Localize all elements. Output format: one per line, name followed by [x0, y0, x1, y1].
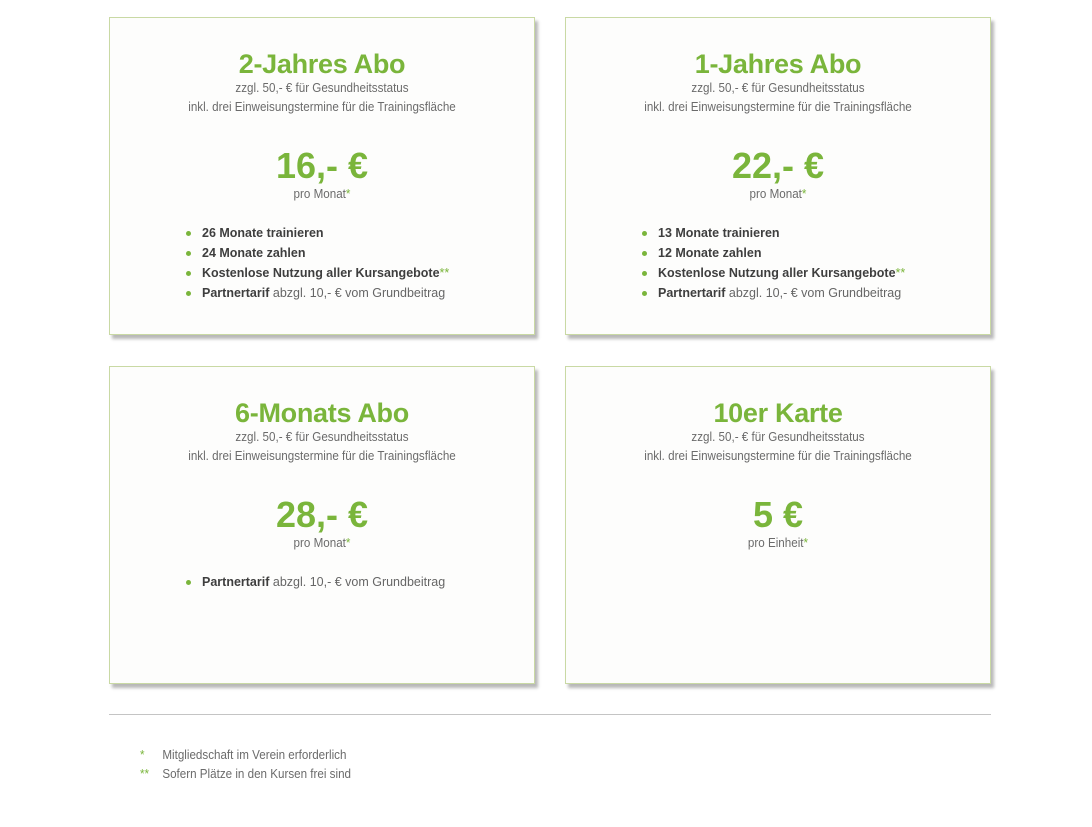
- feature-item: Kostenlose Nutzung aller Kursangebote**: [186, 263, 449, 283]
- bullet-icon: [642, 251, 647, 256]
- pricing-card-6-monats-abo: [109, 366, 535, 684]
- bullet-icon: [186, 291, 191, 296]
- card-title: 2-Jahres Abo: [238, 49, 406, 79]
- footnote-marker: *: [345, 187, 351, 201]
- card-subtitle-intro: inkl. drei Einweisungstermine für die Trainingsfläche: [644, 449, 912, 463]
- card-price: 22,- €: [731, 145, 825, 186]
- footnote-marker: *: [345, 536, 351, 550]
- footnote-marker: *: [140, 748, 145, 762]
- bullet-icon: [642, 291, 647, 296]
- bullet-icon: [642, 231, 647, 236]
- bullet-icon: [186, 580, 191, 585]
- card-price: 16,- €: [275, 145, 369, 186]
- pricing-card-2-jahres-abo: [109, 17, 535, 335]
- card-price-unit: pro Einheit*: [747, 536, 809, 550]
- feature-item: Partnertarif abzgl. 10,- € vom Grundbeitrag: [186, 283, 449, 303]
- bullet-icon: [186, 251, 191, 256]
- card-subtitle-fee: zzgl. 50,- € für Gesundheitsstatus: [691, 430, 865, 444]
- card-subtitle-intro: inkl. drei Einweisungstermine für die Trainingsfläche: [644, 100, 912, 114]
- feature-item: 13 Monate trainieren: [642, 223, 905, 243]
- feature-list: [186, 223, 449, 303]
- card-title: 1-Jahres Abo: [694, 49, 862, 79]
- feature-item: 26 Monate trainieren: [186, 223, 449, 243]
- footnote-marker: *: [801, 187, 807, 201]
- pricing-card-1-jahres-abo: [565, 17, 991, 335]
- feature-item: 24 Monate zahlen: [186, 243, 449, 263]
- footnote-divider: [109, 714, 991, 715]
- card-price-unit: pro Monat*: [749, 187, 807, 201]
- card-subtitle-intro: inkl. drei Einweisungstermine für die Trainingsfläche: [188, 449, 456, 463]
- feature-item: 12 Monate zahlen: [642, 243, 905, 263]
- card-price-unit: pro Monat*: [293, 536, 351, 550]
- feature-list: [642, 223, 905, 303]
- bullet-icon: [186, 231, 191, 236]
- footnote-courses: ** Sofern Plätze in den Kursen frei sind: [140, 767, 352, 781]
- card-price: 5 €: [752, 494, 804, 535]
- card-subtitle-fee: zzgl. 50,- € für Gesundheitsstatus: [235, 81, 409, 95]
- bullet-icon: [642, 271, 647, 276]
- footnote-marker: **: [140, 767, 150, 781]
- footnote-marker: **: [895, 266, 906, 280]
- card-subtitle-fee: zzgl. 50,- € für Gesundheitsstatus: [691, 81, 865, 95]
- card-title: 6-Monats Abo: [235, 398, 409, 428]
- feature-item: Partnertarif abzgl. 10,- € vom Grundbeitrag: [642, 283, 905, 303]
- bullet-icon: [186, 271, 191, 276]
- pricing-card-10er-karte: [565, 366, 991, 684]
- feature-list: [186, 572, 445, 592]
- footnote-marker: **: [439, 266, 450, 280]
- card-price: 28,- €: [275, 494, 369, 535]
- card-title: 10er Karte: [713, 398, 843, 428]
- footnote-marker: *: [803, 536, 809, 550]
- card-subtitle-fee: zzgl. 50,- € für Gesundheitsstatus: [235, 430, 409, 444]
- footnote-membership: * Mitgliedschaft im Verein erforderlich: [140, 748, 347, 762]
- feature-item: Kostenlose Nutzung aller Kursangebote**: [642, 263, 905, 283]
- card-subtitle-intro: inkl. drei Einweisungstermine für die Trainingsfläche: [188, 100, 456, 114]
- card-price-unit: pro Monat*: [293, 187, 351, 201]
- feature-item: Partnertarif abzgl. 10,- € vom Grundbeitrag: [186, 572, 445, 592]
